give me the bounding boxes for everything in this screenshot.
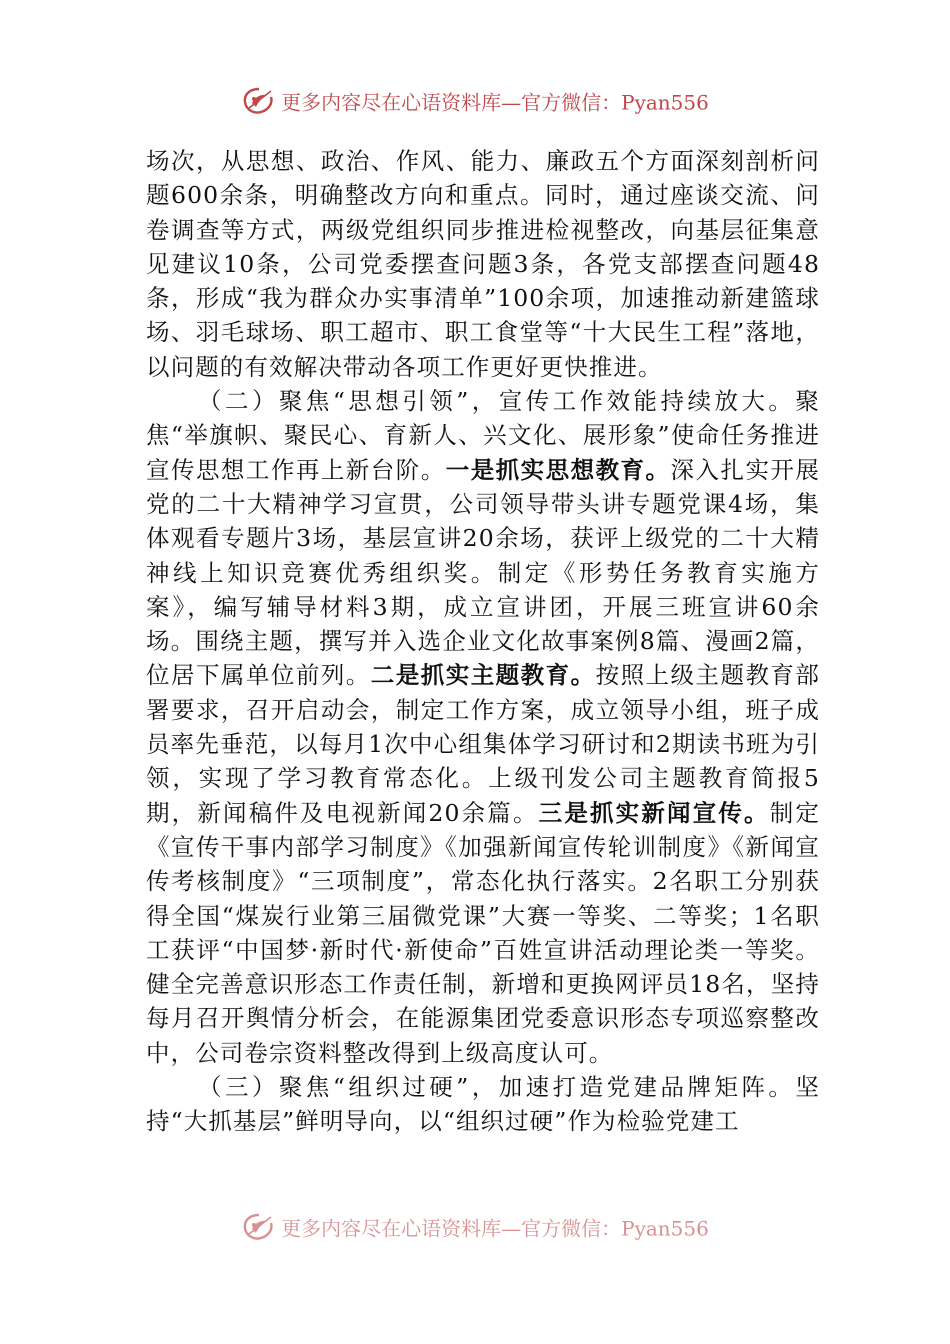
watermark-text: 更多内容尽在心语资料库—官方微信：Pyan556 — [281, 1216, 709, 1241]
body-text: 制定《宣传干事内部学习制度》《加强新闻宣传轮训制度》《新闻宣传考核制度》“三项制度”，常态化执行落实。2名职工分别获得全国“煤炭行业第三届微党课”大赛一等奖、二等奖；1名职工获评“中国梦·新时代·新使命”百姓宣讲活动理论类一等奖。健全完善意识形态工作责任制，新增和更换网评员18名，坚持每月召开舆情分析会，在能源集团党委意识形态专项巡察整改中，公司卷宗资料整改得到上级高度认可。 — [146, 798, 820, 1067]
body-text: 按照上级主题教育部署要求，召开启动会，制定工作方案，成立领导小组，班子成员率先垂范，以每月1次中心组集体学习研讨和2期读书班为引领，实现了学习教育常态化。上级刊发公司主题教育简报5期，新闻稿件及电视新闻20余篇。 — [146, 661, 821, 827]
body-text: （三）聚焦“组织过硬”，加速打造党建品牌矩阵。坚持“大抓基层”鲜明导向，以“组织过硬”作为检验党建工 — [146, 1073, 820, 1136]
bold-heading-text: 三是抓实新闻宣传。 — [538, 798, 770, 827]
paragraph — [146, 1070, 820, 1139]
body-text: 场次，从思想、政治、作风、能力、廉政五个方面深刻剖析问题600余条，明确整改方向和重点。同时，通过座谈交流、问卷调查等方式，两级党组织同步推进检视整改，向基层征集意见建议10条，公司党委摆查问题3条，各党支部摆查问题48条，形成“我为群众办实事清单”100余项，加速推动新建篮球场、羽毛球场、职工超市、职工食堂等“十大民生工程”落地，以问题的有效解决带动各项工作更好更快推进。 — [146, 147, 820, 381]
bold-heading-text: 二是抓实主题教育。 — [370, 661, 596, 690]
body-text: 深入扎实开展党的二十大精神学习宣贯，公司领导带头讲专题党课4场，集体观看专题片3场，基层宣讲20余场，获评上级党的二十大精神线上知识竞赛优秀组织奖。制定《形势任务教育实施方案》，编写辅导材料3期，成立宣讲团，开展三班宣讲60余场。围绕主题，撰写并入选企业文化故事案例8篇、漫画2篇，位居下属单位前列。 — [146, 455, 820, 690]
watermark-header — [0, 86, 950, 116]
watermark-footer — [0, 1212, 950, 1242]
body-text: （二）聚焦“思想引领”，宣传工作效能持续放大。聚焦“举旗帜、聚民心、育新人、兴文化、展形象”使命任务推进宣传思想工作再上新台阶。 — [146, 387, 820, 484]
paragraph — [146, 144, 820, 384]
bold-heading-text: 一是抓实思想教育。 — [445, 455, 671, 484]
paragraph — [146, 384, 820, 1070]
brush-logo-icon — [241, 1212, 277, 1242]
watermark-text: 更多内容尽在心语资料库—官方微信：Pyan556 — [281, 90, 709, 115]
brush-logo-icon — [241, 86, 277, 116]
document-body — [146, 144, 820, 1139]
